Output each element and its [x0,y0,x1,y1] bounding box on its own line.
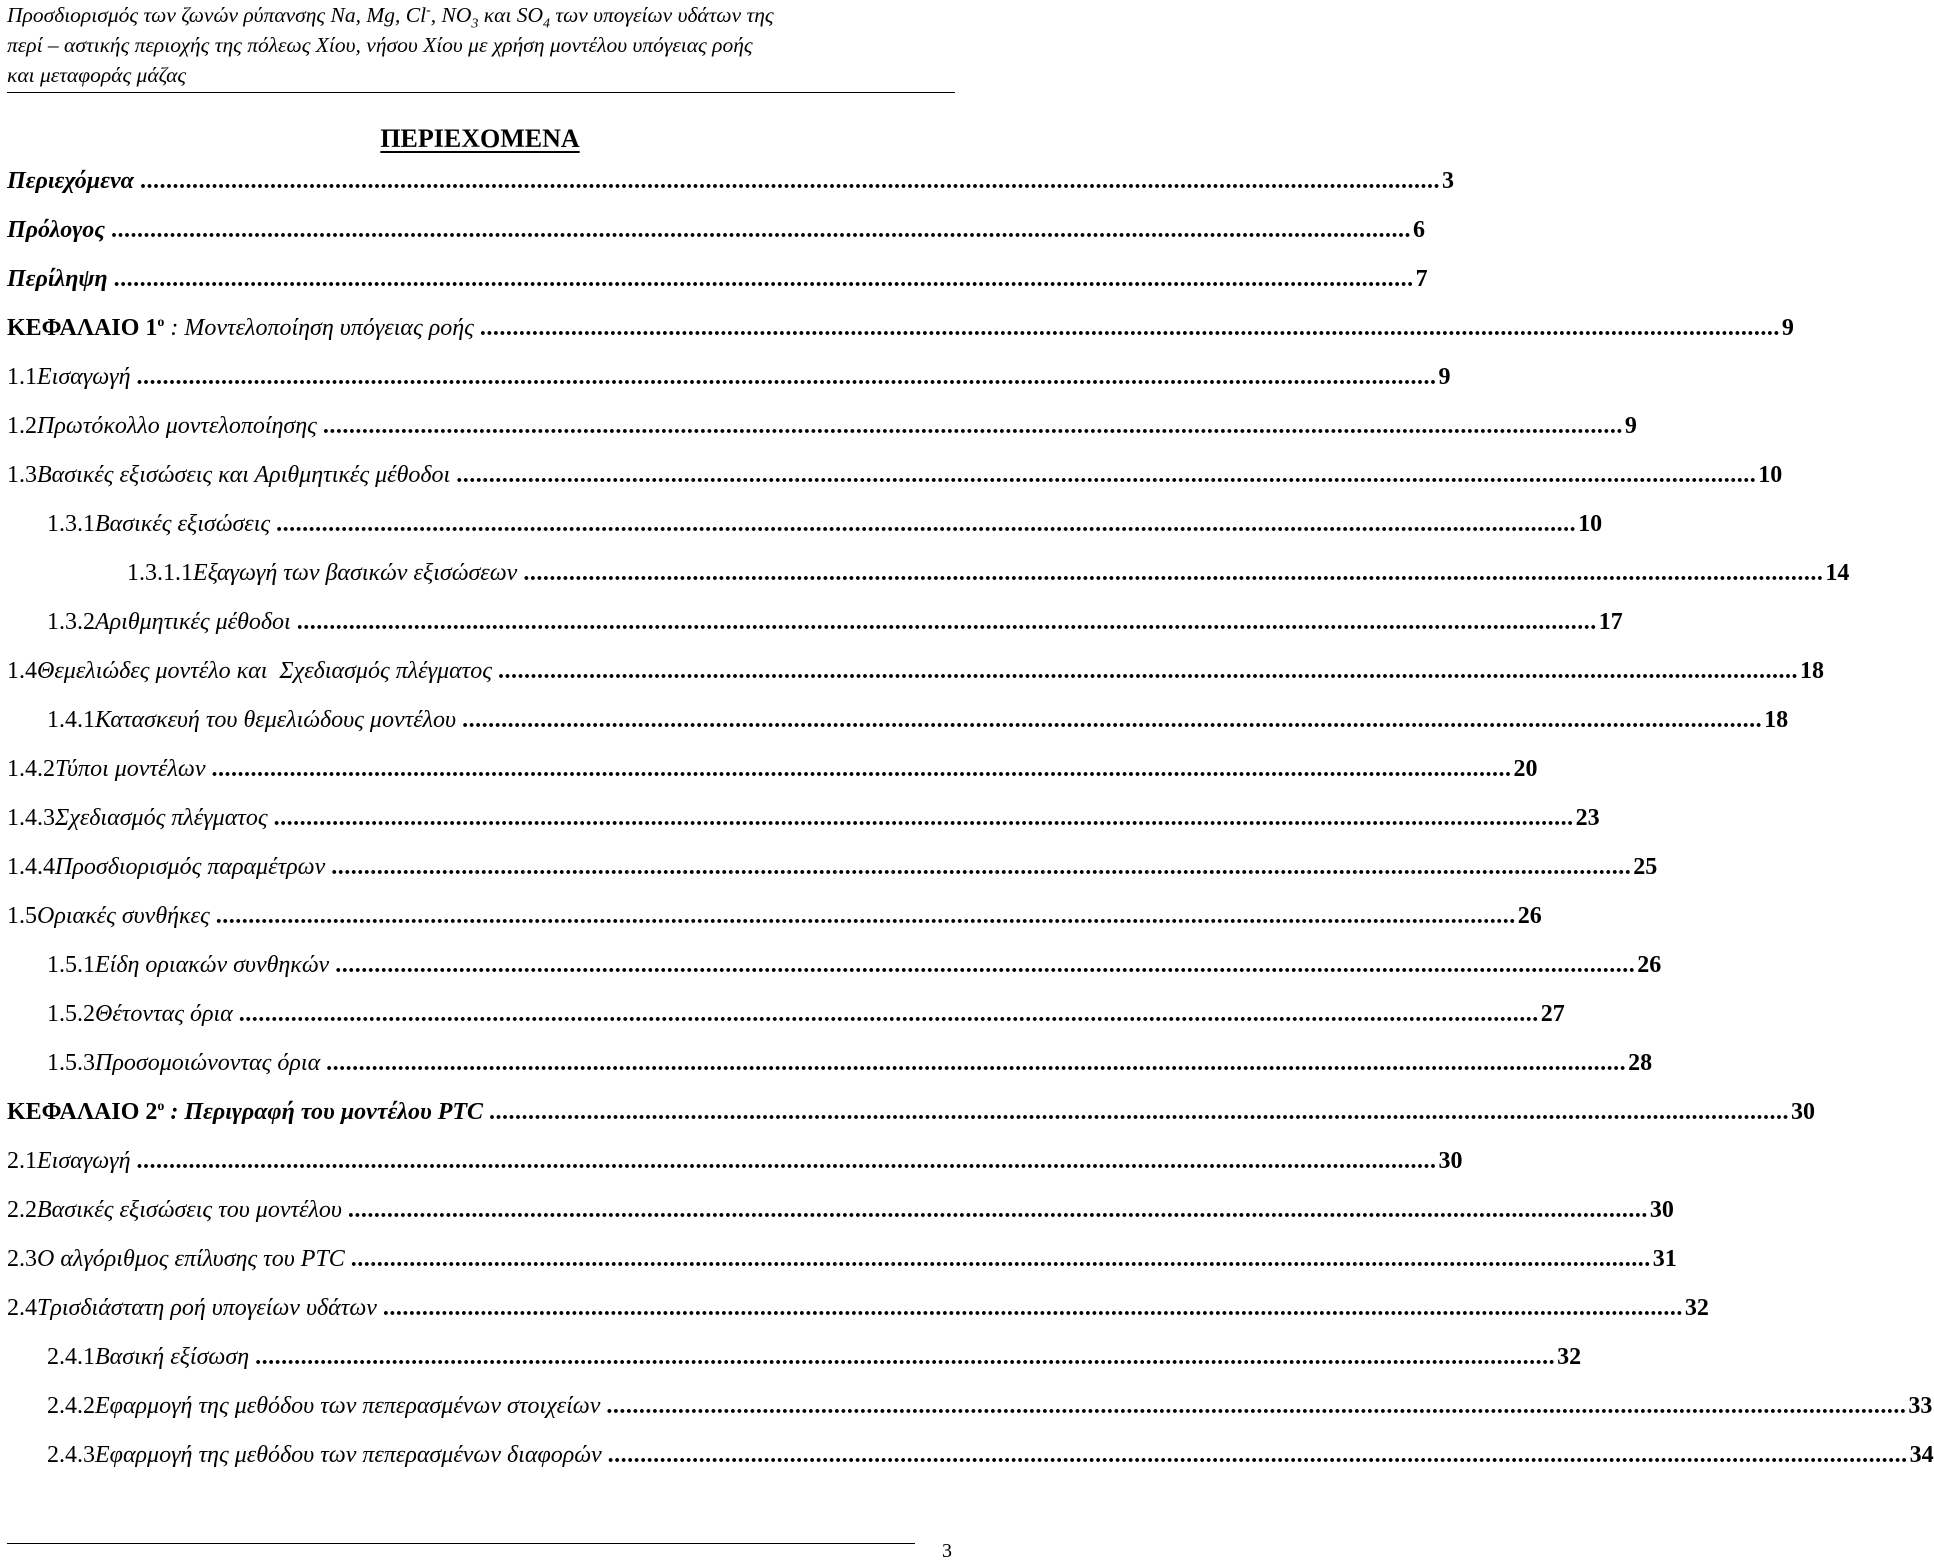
toc-entry[interactable] [47,946,1662,980]
toc-entry-title: Οριακές συνθήκες [37,903,210,929]
toc-entry[interactable] [7,211,1425,245]
toc-entry-number: 1.3.1 [47,511,95,537]
toc-page-number: 32 [1557,1344,1582,1370]
toc-entry[interactable] [47,1436,1934,1470]
toc-entry-number: 1.3.1.1 [127,560,193,586]
header-line-3: και μεταφοράς μάζας [7,63,187,87]
toc-dot-leader: ........................................................................................................................................................................................................ [523,560,1824,586]
toc-entry[interactable] [7,1142,1463,1176]
toc-page-number: 23 [1575,805,1600,831]
toc-page-number: 20 [1513,756,1538,782]
toc-dot-leader: ........................................................................................................................................................................................................ [489,1099,1790,1125]
toc-entry[interactable] [7,848,1658,882]
page-number: 3 [942,1540,952,1562]
toc-page-number: 17 [1598,609,1623,635]
toc-entry[interactable] [47,701,1789,735]
toc-dot-leader: ........................................................................................................................................................................................................ [273,805,1574,831]
toc-page-number: 32 [1684,1295,1709,1321]
toc-entry-title: Εισαγωγή [37,364,131,390]
toc-entry-number: 2.4 [7,1295,37,1321]
toc-entry-number: 1.1 [7,364,37,390]
toc-dot-leader: ........................................................................................................................................................................................................ [350,1246,1651,1272]
toc-chapter-label: ΚΕΦΑΛΑΙΟ $1^o$ [7,315,165,341]
toc-entry-number: 1.5.3 [47,1050,95,1076]
toc-page-number: 6 [1412,217,1425,243]
toc-dot-leader: ........................................................................................................................................................................................................ [335,952,1636,978]
toc-entry[interactable] [7,799,1600,833]
toc-entry[interactable] [47,505,1603,539]
toc-entry[interactable] [127,554,1850,588]
toc-dot-leader: ........................................................................................................................................................................................................ [322,413,1623,439]
toc-entry-number: 1.4 [7,658,37,684]
toc-chapter-label: ΚΕΦΑΛΑΙΟ $2^o$ [7,1099,165,1125]
toc-entry-title: Εισαγωγή [37,1148,131,1174]
toc-entry-number: 2.4.3 [47,1442,95,1468]
toc-entry-title: : Μοντελοποίηση υπόγειας ροής [164,315,474,341]
toc-entry-number: 1.5.2 [47,1001,95,1027]
toc-entry-title: Εφαρμογή της μεθόδου των πεπερασμένων διαφορών [95,1442,602,1468]
toc-dot-leader: ........................................................................................................................................................................................................ [136,364,1437,390]
toc-dot-leader: ........................................................................................................................................................................................................ [276,511,1577,537]
toc-entry[interactable] [7,750,1538,784]
toc-entry-title: Περίληψη [7,266,108,292]
toc-page-number: 33 [1908,1393,1933,1419]
toc-entry-title: Βασική εξίσωση [95,1344,250,1370]
toc-page-number: 34 [1909,1442,1934,1468]
toc-entry[interactable] [7,652,1825,686]
toc-dot-leader: ........................................................................................................................................................................................................ [139,168,1440,194]
toc-page-number: 31 [1652,1246,1677,1272]
toc-entry-number: 2.3 [7,1246,37,1272]
toc-entry[interactable] [7,260,1428,294]
toc-entry-number: 1.4.1 [47,707,95,733]
toc-page-number: 18 [1764,707,1789,733]
toc-page-number: 9 [1438,364,1451,390]
toc-entry-title: : Περιγραφή του μοντέλου PTC [164,1099,484,1125]
toc-dot-leader: ........................................................................................................................................................................................................ [479,315,1780,341]
toc-page-number: 18 [1800,658,1825,684]
toc-page-number: 14 [1825,560,1850,586]
toc-entry-number: 1.4.3 [7,805,55,831]
toc-dot-leader: ........................................................................................................................................................................................................ [606,1393,1907,1419]
toc-page-number: 26 [1517,903,1542,929]
toc-entry-title: Πρωτόκολλο μοντελοποίησης [37,413,317,439]
toc-page-number: 9 [1624,413,1637,439]
toc-page-number: 30 [1438,1148,1463,1174]
toc-entry-title: Αριθμητικές μέθοδοι [95,609,291,635]
toc-page-number: 26 [1637,952,1662,978]
toc-entry[interactable] [7,1289,1709,1323]
toc-page-number: 10 [1578,511,1603,537]
toc-dot-leader: ........................................................................................................................................................................................................ [462,707,1763,733]
toc-page-number: 3 [1441,168,1454,194]
toc-page-number: 25 [1633,854,1658,880]
toc-dot-leader: ........................................................................................................................................................................................................ [326,1050,1627,1076]
toc-entry-number: 2.2 [7,1197,37,1223]
toc-dot-leader: ........................................................................................................................................................................................................ [136,1148,1437,1174]
toc-entry-title: Θεμελιώδες μοντέλο και Σχεδιασμός πλέγματος [37,658,493,684]
page-title: ΠΕΡΙΕΧΟΜΕΝΑ [380,124,580,153]
toc-entry[interactable] [47,995,1565,1029]
toc-page-number: 30 [1791,1099,1816,1125]
toc-entry[interactable] [7,358,1451,392]
toc-entry-number: 2.1 [7,1148,37,1174]
toc-entry-title: Είδη οριακών συνθηκών [95,952,330,978]
toc-dot-leader: ........................................................................................................................................................................................................ [331,854,1632,880]
header-line-2: περί – αστικής περιοχής της πόλεως Χίου, νήσου Χίου με χρήση μοντέλου υπόγειας ροής [7,33,753,57]
toc-entry[interactable] [7,162,1454,196]
toc-entry-title: Βασικές εξισώσεις και Αριθμητικές μέθοδοι [37,462,451,488]
toc-dot-leader: ........................................................................................................................................................................................................ [456,462,1757,488]
footer-divider [7,1543,915,1544]
toc-page-number: 7 [1415,266,1428,292]
toc-entry-number: 2.4.2 [47,1393,95,1419]
toc-entry[interactable] [47,1338,1582,1372]
toc-entry-title: Θέτοντας όρια [95,1001,233,1027]
toc-dot-leader: ........................................................................................................................................................................................................ [113,266,1414,292]
toc-page-number: 9 [1781,315,1794,341]
toc-dot-leader: ........................................................................................................................................................................................................ [238,1001,1539,1027]
toc-entry-title: Περιεχόμενα [7,168,134,194]
toc-entry-title: Ο αλγόριθμος επίλυσης του PTC [37,1246,345,1272]
toc-entry-title: Βασικές εξισώσεις [95,511,271,537]
toc-dot-leader: ........................................................................................................................................................................................................ [347,1197,1648,1223]
header-line-1: Προσδιορισμός των ζωνών ρύπανσης Na, Mg, Cl-, $NO_3$ και $SO_4$ των υπογείων υδάτων της [7,2,774,32]
toc-entry-title: Τρισδιάστατη ροή υπογείων υδάτων [37,1295,377,1321]
toc-chapter-ordinal: ο [157,315,165,330]
toc-entry-title: Τύποι μοντέλων [55,756,206,782]
toc-dot-leader: ........................................................................................................................................................................................................ [498,658,1799,684]
toc-entry-title: Εφαρμογή της μεθόδου των πεπερασμένων στοιχείων [95,1393,601,1419]
toc-entry-number: 2.4.1 [47,1344,95,1370]
toc-entry-number: 1.3.2 [47,609,95,635]
toc-page-number: 28 [1628,1050,1653,1076]
toc-entry[interactable] [7,309,1794,343]
toc-entry-number: 1.5 [7,903,37,929]
toc-entry[interactable] [47,603,1623,637]
toc-dot-leader: ........................................................................................................................................................................................................ [607,1442,1908,1468]
toc-dot-leader: ........................................................................................................................................................................................................ [296,609,1597,635]
toc-entry-title: Πρόλογος [7,217,105,243]
toc-entry[interactable] [47,1387,1933,1421]
toc-entry-title: Προσδιορισμός παραμέτρων [55,854,326,880]
toc-entry[interactable] [7,897,1542,931]
toc-entry-number: 1.2 [7,413,37,439]
toc-entry-number: 1.5.1 [47,952,95,978]
toc-dot-leader: ........................................................................................................................................................................................................ [215,903,1516,929]
toc-entry-number: 1.3 [7,462,37,488]
toc-dot-leader: ........................................................................................................................................................................................................ [255,1344,1556,1370]
toc-entry[interactable] [7,456,1783,490]
toc-page-number: 30 [1649,1197,1674,1223]
toc-chapter-ordinal: ο [157,1099,165,1114]
toc-entry-title: Προσομοιώνοντας όρια [95,1050,321,1076]
toc-entry[interactable] [7,1093,1816,1127]
toc-entry[interactable] [47,1044,1653,1078]
toc-page-number: 27 [1540,1001,1565,1027]
toc-entry[interactable] [7,1240,1677,1274]
toc-dot-leader: ........................................................................................................................................................................................................ [110,217,1411,243]
toc-entry-number: 1.4.2 [7,756,55,782]
toc-dot-leader: ........................................................................................................................................................................................................ [211,756,1512,782]
toc-dot-leader: ........................................................................................................................................................................................................ [382,1295,1683,1321]
toc-entry[interactable] [7,1191,1674,1225]
toc-entry-title: Βασικές εξισώσεις του μοντέλου [37,1197,342,1223]
toc-entry-title: Κατασκευή του θεμελιώδους μοντέλου [95,707,457,733]
toc-entry-number: 1.4.4 [7,854,55,880]
toc-entry-title: Σχεδιασμός πλέγματος [55,805,268,831]
toc-entry-title: Εξαγωγή των βασικών εξισώσεων [193,560,518,586]
toc-entry[interactable] [7,407,1637,441]
toc-page-number: 10 [1758,462,1783,488]
